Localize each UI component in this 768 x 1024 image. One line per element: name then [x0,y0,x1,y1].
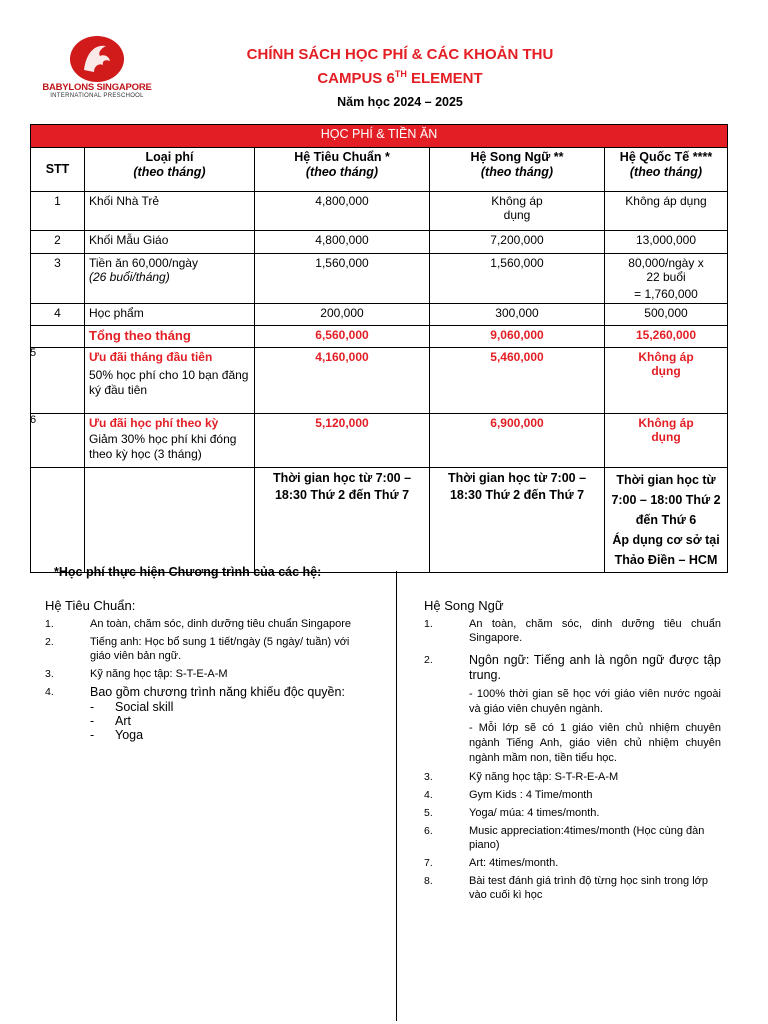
row-name: Khối Mẫu Giáo [85,231,255,254]
logo-name: BABYLONS SINGAPORE [42,82,152,93]
row-standard: 200,000 [255,304,430,326]
total-standard: 6,560,000 [255,326,430,348]
row-name: Học phẩm [85,304,255,326]
total-international: 15,260,000 [605,326,728,348]
row-stt: 2 [31,231,85,254]
table-row [31,254,728,304]
promo2-international: Không áp dụng [605,414,728,468]
row-international: 80,000/ngày x 22 buổi = 1,760,000 [605,254,728,304]
schedule-row [31,468,728,573]
row-number-6: 6 [30,414,37,426]
standard-title: Hệ Tiêu Chuẩn: [45,598,136,613]
table-row [31,304,728,326]
header-bilingual: Hệ Song Ngữ ** (theo tháng) [430,148,605,192]
table-row [31,192,728,231]
row-international: 500,000 [605,304,728,326]
standard-program [45,598,363,742]
bilingual-title: Hệ Song Ngữ [424,598,504,613]
row-bilingual: 1,560,000 [430,254,605,304]
list-item: 4. Gym Kids : 4 Time/month [424,789,593,801]
row-standard: 4,800,000 [255,231,430,254]
program-note: *Học phí thực hiện Chương trình của các hệ: [54,565,322,579]
table-band: HỌC PHÍ & TIỀN ĂN [31,125,728,148]
row-bilingual: 7,200,000 [430,231,605,254]
promo-first-month: Ưu đãi tháng đầu tiên 50% học phí cho 10 bạn đăng ký đầu tiên [85,348,255,414]
header-international: Hệ Quốc Tế **** (theo tháng) [605,148,728,192]
table-band-row [31,125,728,148]
schedule-international: Thời gian học từ 7:00 – 18:00 Thứ 2 đến Thứ 6 Áp dụng cơ sở tại Thảo Điền – HCM [605,468,728,573]
row-stt: 4 [31,304,85,326]
list-item: 7. Art: 4times/month. [424,857,559,869]
row-number-5: 5 [30,347,37,359]
lion-icon [70,36,124,82]
row-standard: 1,560,000 [255,254,430,304]
row-name: Tiền ăn 60,000/ngày (26 buổi/tháng) [85,254,255,304]
schedule-standard: Thời gian học từ 7:00 – 18:30 Thứ 2 đến Thứ 7 [255,468,430,573]
list-item: 1. An toàn, chăm sóc, dinh dưỡng tiêu chuẩn Singapore. [424,618,721,644]
bilingual-list-cont [424,770,721,902]
schedule-bilingual: Thời gian học từ 7:00 – 18:30 Thứ 2 đến Thứ 7 [430,468,605,573]
total-row [31,326,728,348]
sub-item: - Social skill [90,700,174,714]
list-item: 4. Bao gồm chương trình năng khiếu độc quyền: [45,685,345,699]
campus-title: CAMPUS 6TH ELEMENT [317,69,483,87]
fee-table [30,124,728,573]
sub-item: - Yoga [90,728,144,742]
list-item: 2. Tiếng anh: Học bổ sung 1 tiết/ngày (5 ngày/ tuần) với giáo viên bản ngữ. [45,636,350,662]
promo2-bilingual: 6,900,000 [430,414,605,468]
row-bilingual: 300,000 [430,304,605,326]
promo1-standard: 4,160,000 [255,348,430,414]
total-label: Tổng theo tháng [85,326,255,348]
row-stt: 1 [31,192,85,231]
page-title: CHÍNH SÁCH HỌC PHÍ & CÁC KHOẢN THU [246,46,554,63]
list-item: 8. Bài test đánh giá trình độ từng học sinh trong lớp vào cuối kì học [424,875,709,901]
header-fee-type: Loại phí (theo tháng) [85,148,255,192]
total-bilingual: 9,060,000 [430,326,605,348]
header-standard: Hệ Tiêu Chuẩn * (theo tháng) [255,148,430,192]
list-item: 1. An toàn, chăm sóc, dinh dưỡng tiêu chuẩn Singapore [45,618,352,630]
school-logo [38,36,156,106]
list-item: 3. Kỹ năng học tập: S-T-R-E-A-M [424,771,619,783]
row-bilingual: Không áp dụng [430,192,605,231]
list-item: 2. Ngôn ngữ: Tiếng anh là ngôn ngữ được tập trung. [424,653,721,682]
list-item: 3. Kỹ năng học tập: S-T-E-A-M [45,668,228,680]
promo-term: Ưu đãi học phí theo kỳ Giảm 30% học phí khi đóng theo kỳ học (3 tháng) [85,414,255,468]
bilingual-program [424,598,721,906]
standard-list [45,617,363,700]
promo1-bilingual: 5,460,000 [430,348,605,414]
promo-row [31,414,728,468]
column-divider [396,571,397,1021]
sub-paragraph: - Mỗi lớp sẽ có 1 giáo viên chủ nhiệm chuyên ngành Tiếng Anh, giáo viên chủ nhiệm chuyên ngành mầm non, tiền tiểu học. [469,722,721,764]
bilingual-list [424,617,721,683]
table-row [31,231,728,254]
promo-row [31,348,728,414]
promo1-international: Không áp dụng [605,348,728,414]
logo-subtitle: INTERNATIONAL PRESCHOOL [50,93,144,99]
promo2-standard: 5,120,000 [255,414,430,468]
table-header-row [31,148,728,192]
list-item: 6. Music appreciation:4times/month (Học cùng đàn piano) [424,825,705,851]
row-stt: 3 [31,254,85,304]
school-year: Năm học 2024 – 2025 [337,95,463,109]
header-stt: STT [31,148,85,192]
list-item: 5. Yoga/ múa: 4 times/month. [424,807,600,819]
row-international: 13,000,000 [605,231,728,254]
row-name: Khối Nhà Trẻ [85,192,255,231]
row-international: Không áp dụng [605,192,728,231]
row-standard: 4,800,000 [255,192,430,231]
sub-paragraph: - 100% thời gian sẽ học với giáo viên nước ngoài và giáo viên chuyên ngành. [469,688,721,715]
sub-item: - Art [90,714,131,728]
